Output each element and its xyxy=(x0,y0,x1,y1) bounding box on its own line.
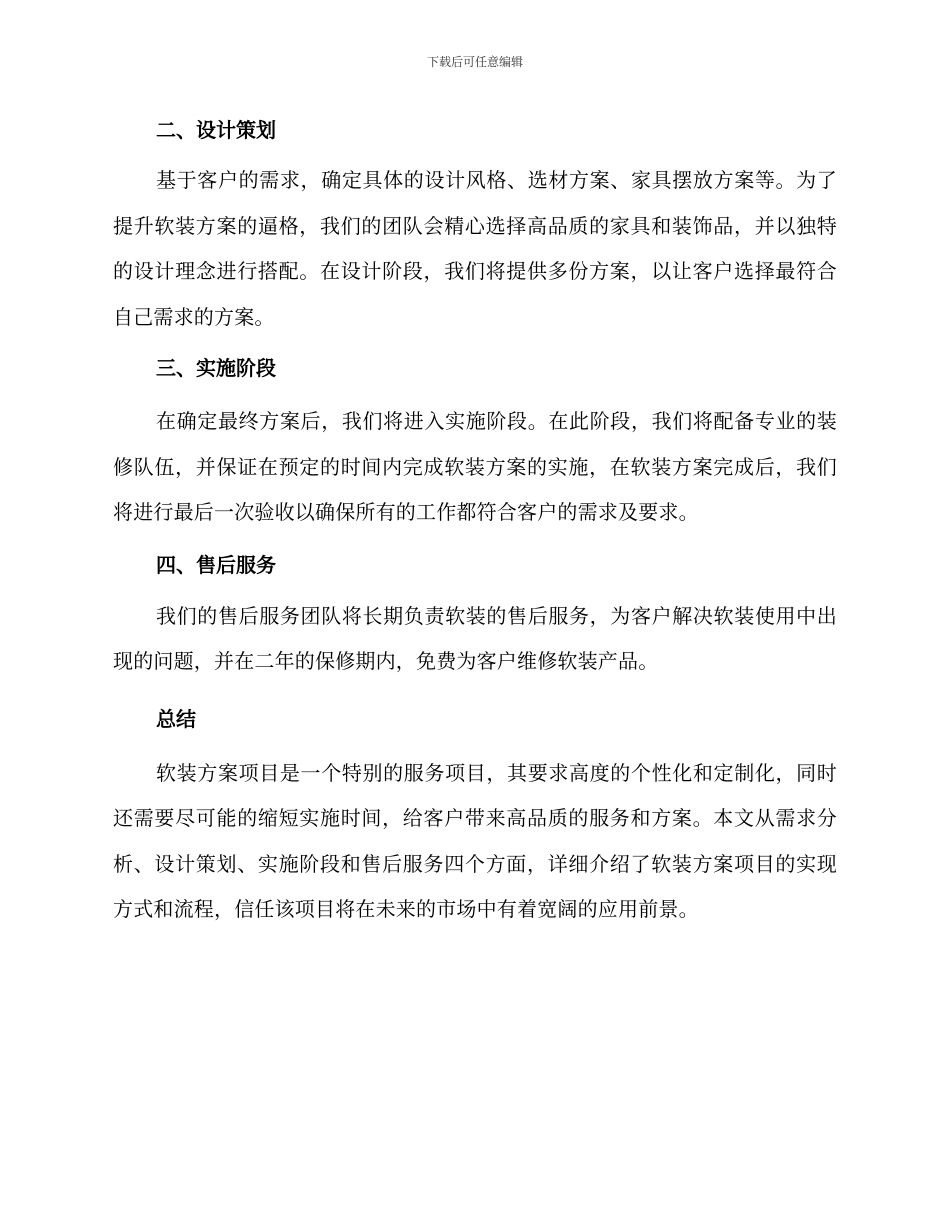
document-body xyxy=(113,110,837,933)
section-heading-design: 二、设计策划 xyxy=(156,118,276,142)
section-heading-after-sales: 四、售后服务 xyxy=(156,552,276,577)
page-header-note: 下载后可任意编辑 xyxy=(426,55,523,69)
section-paragraph-summary: 软装方案项目是一个特别的服务项目，其要求高度的个性化和定制化，同时还需要尽可能的缩短实施时间，给客户带来高品质的服务和方案。本文从需求分析、设计策划、实施阶段和售后服务四个方面，详细介绍了软装方案项目的实现方式和流程，信任该项目将在未来的市场中有着宽阔的应用前景。 xyxy=(113,760,837,921)
section-heading-implementation: 三、实施阶段 xyxy=(156,356,276,380)
section-paragraph-implementation: 在确定最终方案后，我们将进入实施阶段。在此阶段，我们将配备专业的装修队伍，并保证在预定的时间内完成软装方案的实施，在软装方案完成后，我们将进行最后一次验收以确保所有的工作都符合客户的需求及要求。 xyxy=(113,409,837,524)
section-paragraph-design: 基于客户的需求，确定具体的设计风格、选材方案、家具摆放方案等。为了提升软装方案的逼格，我们的团队会精心选择高品质的家具和装饰品，并以独特的设计理念进行搭配。在设计阶段，我们将提供多份方案，以让客户选择最符合自己需求的方案。 xyxy=(113,168,837,329)
section-paragraph-after-sales: 我们的售后服务团队将长期负责软装的售后服务，为客户解决软装使用中出现的问题，并在二年的保修期内，免费为客户维修软装产品。 xyxy=(113,603,837,673)
section-heading-summary: 总结 xyxy=(156,706,196,731)
